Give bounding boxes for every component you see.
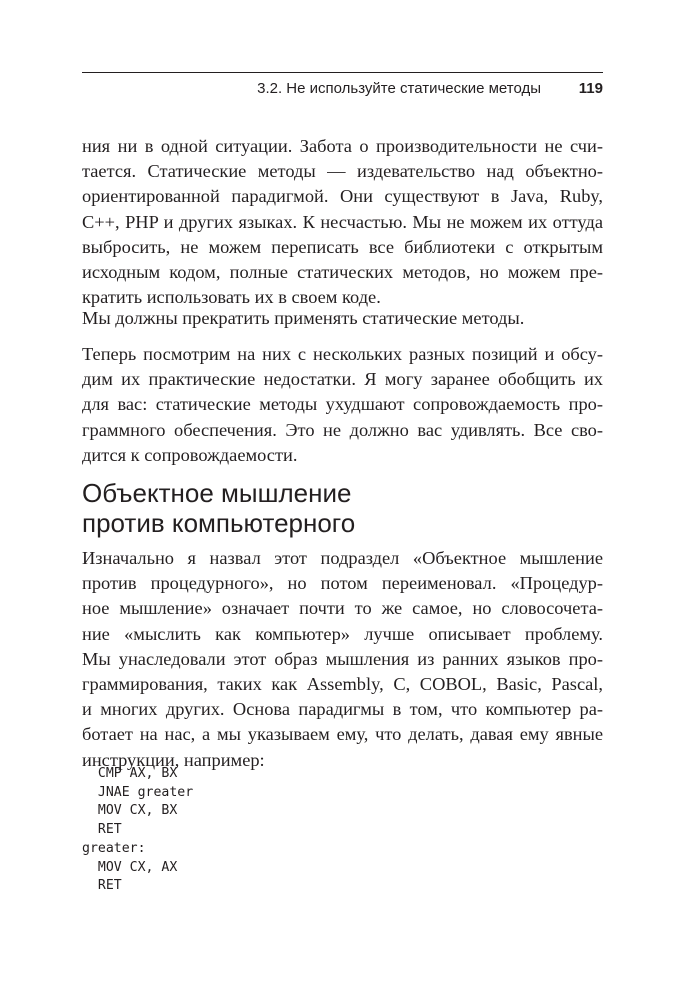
paragraph-line: граммирования, таких как Assembly, C, COBOL, Basic, Pascal,	[82, 674, 603, 695]
code-line: MOV CX, AX	[82, 859, 178, 875]
paragraph-1	[82, 134, 603, 310]
running-title: 3.2. Не используйте статические методы	[257, 80, 541, 97]
paragraph-line: выбросить, не можем переписать все библиотеки с открытым	[82, 236, 603, 257]
paragraph-line: Мы должны прекратить применять статические методы.	[82, 308, 525, 328]
paragraph-line: кратить использовать их в своем коде.	[82, 287, 381, 308]
paragraph-4	[82, 546, 603, 773]
paragraph-line: ботает на нас, а мы указываем ему, что делать, давая ему явные	[82, 724, 603, 745]
paragraph-line: дится к сопровождаемости.	[82, 444, 298, 465]
running-head	[82, 78, 603, 100]
paragraph-line: и многих других. Основа парадигмы в том, что компьютер ра-	[82, 699, 603, 720]
header-rule	[82, 72, 603, 73]
paragraph-line: ориентированной парадигмой. Они существуют в Java, Ruby,	[82, 186, 603, 207]
code-listing	[82, 765, 603, 896]
paragraph-line: ние «мыслить как компьютер» лучше описывает проблему.	[82, 623, 603, 644]
paragraph-line: Теперь посмотрим на них с нескольких разных позиций и обсу-	[82, 344, 603, 364]
paragraph-line: против процедурного», но потом переименовал. «Процедур-	[82, 573, 603, 594]
paragraph-line: исходным кодом, полные статических методов, но можем пре-	[82, 262, 603, 283]
paragraph-line: Изначально я назвал этот подраздел «Объектное мышление	[82, 548, 603, 568]
code-line: MOV CX, BX	[82, 803, 178, 819]
paragraph-line: тается. Статические методы — издевательство над объектно-	[82, 161, 603, 182]
paragraph-line: дим их практические недостатки. Я могу заранее обобщить их	[82, 369, 603, 390]
paragraph-2	[82, 306, 603, 331]
code-line: greater:	[82, 840, 146, 856]
paragraph-line: Мы унаследовали этот образ мышления из ранних языков про-	[82, 648, 603, 669]
page-number: 119	[578, 80, 603, 97]
code-line: RET	[82, 822, 122, 838]
heading-line: против компьютерного	[82, 508, 356, 538]
paragraph-line: C++, PHP и других языках. К несчастью. Мы не можем их оттуда	[82, 211, 603, 232]
heading-line: Объектное мышление	[82, 478, 352, 508]
code-line: RET	[82, 878, 122, 894]
code-line: JNAE greater	[82, 784, 194, 800]
paragraph-3	[82, 342, 603, 468]
paragraph-line: для вас: статические методы ухудшают сопровождаемость про-	[82, 394, 603, 415]
paragraph-line: ное мышление» означает почти то же самое, но словосочета-	[82, 598, 603, 619]
paragraph-line: инструкции, например:	[82, 749, 265, 770]
section-heading	[82, 478, 603, 538]
code-line: CMP AX, BX	[82, 766, 178, 781]
paragraph-line: граммного обеспечения. Это не должно вас удивлять. Все сво-	[82, 419, 603, 440]
paragraph-line: ния ни в одной ситуации. Забота о производительности не счи-	[82, 136, 603, 156]
